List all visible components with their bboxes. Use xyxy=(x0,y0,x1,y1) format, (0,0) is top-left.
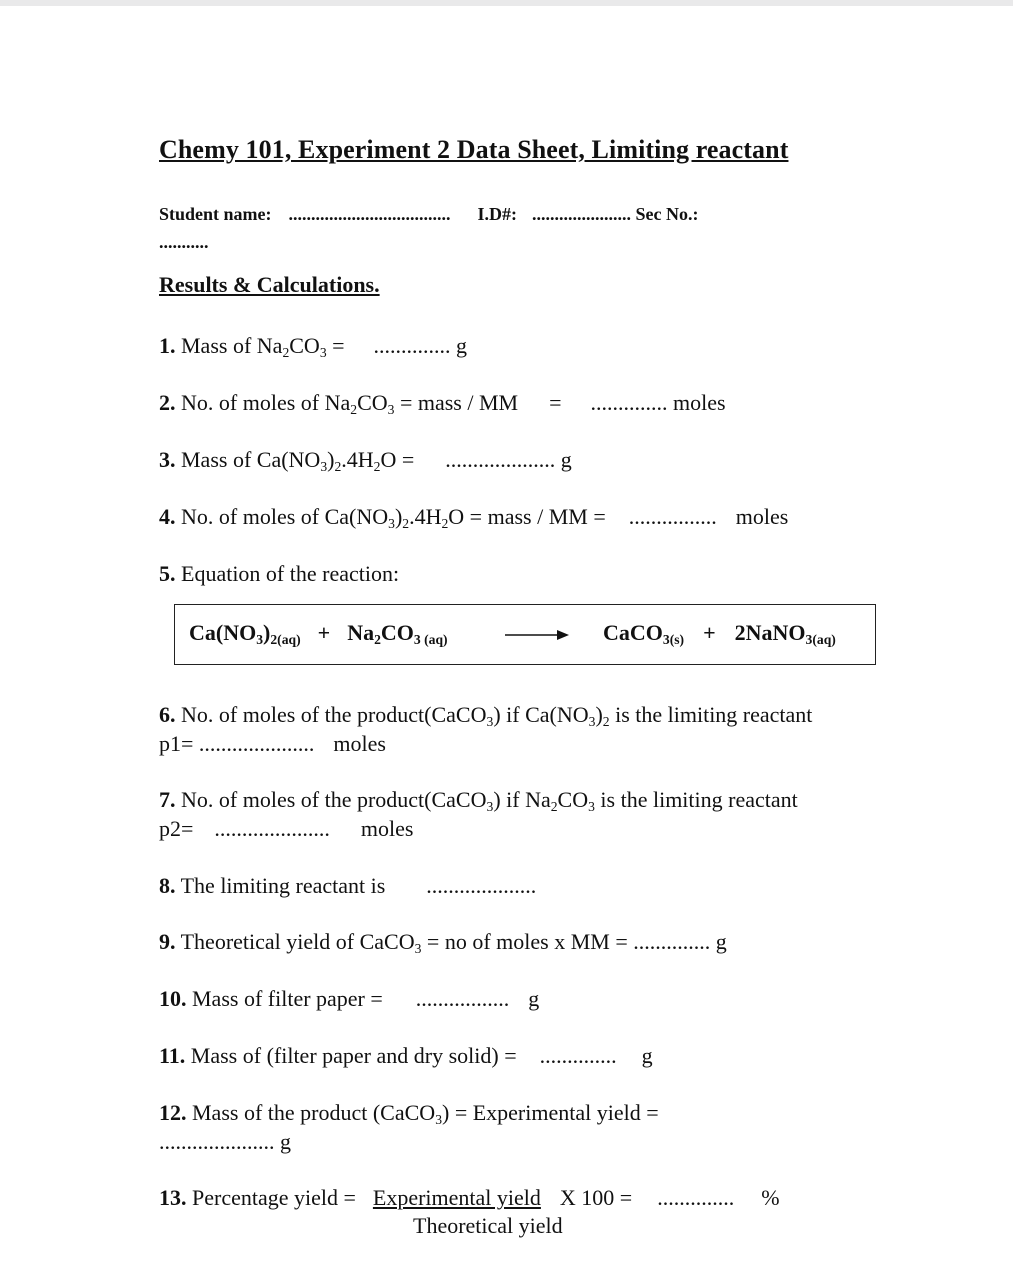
question-number: 13. xyxy=(159,1185,187,1210)
question-7-answer: p2= ..................... moles xyxy=(159,816,414,841)
question-number: 9. xyxy=(159,929,176,954)
answer-field[interactable]: .............. xyxy=(373,333,451,358)
question-5: 5. Equation of the reaction: xyxy=(159,561,400,586)
student-name-field[interactable]: .................................... xyxy=(288,204,451,224)
question-13: 13. Percentage yield = Experimental yield X 100 = .............. % xyxy=(159,1185,780,1210)
page-title: Chemy 101, Experiment 2 Data Sheet, Limiting reactant xyxy=(159,135,789,164)
question-number: 1. xyxy=(159,333,176,358)
question-6: 6. No. of moles of the product(CaCO$_3$) if $Ca(NO_3)_2$ is the limiting reactant xyxy=(159,702,813,730)
question-7: 7. No. of moles of the product(CaCO$_3$) if $Na_2CO_3$ is the limiting reactant xyxy=(159,787,798,815)
answer-field[interactable]: .............. xyxy=(657,1185,735,1210)
top-edge-bar xyxy=(0,0,1013,6)
question-number: 4. xyxy=(159,504,176,529)
unit: g xyxy=(641,1043,653,1068)
equation-box xyxy=(174,604,876,665)
unit: g xyxy=(280,1129,291,1154)
question-number: 5. xyxy=(159,561,176,586)
question-number: 12. xyxy=(159,1100,187,1125)
question-number: 8. xyxy=(159,873,176,898)
unit: moles xyxy=(673,390,726,415)
unit: g xyxy=(560,447,572,472)
unit: moles xyxy=(333,731,386,756)
question-number: 11. xyxy=(159,1043,186,1068)
products: CaCO$_{3(s)}$ + 2NaNO$_{3(aq)}$ xyxy=(603,620,836,648)
answer-field[interactable]: ................ xyxy=(628,504,717,529)
question-number: 2. xyxy=(159,390,176,415)
answer-field[interactable]: .................... xyxy=(445,447,556,472)
section-heading: Results & Calculations. xyxy=(159,272,380,297)
question-3: 3. Mass of $Ca(NO_3)_2.4H_2O$ = .................... g xyxy=(159,447,572,475)
student-name-label: Student name: xyxy=(159,204,272,224)
question-9: 9. Theoretical yield of CaCO$_3$ = no of moles x MM = .............. g xyxy=(159,929,727,957)
question-10: 10. Mass of filter paper = ................. g xyxy=(159,986,540,1011)
answer-field[interactable]: .............. xyxy=(539,1043,617,1068)
answer-field[interactable]: .............. xyxy=(590,390,668,415)
question-number: 7. xyxy=(159,787,176,812)
question-12-answer xyxy=(159,1128,291,1156)
id-field[interactable]: ...................... xyxy=(532,204,632,224)
question-2: 2. No. of moles of $Na_2CO_3$ = mass / MM = .............. moles xyxy=(159,390,726,418)
unit: g xyxy=(456,333,468,358)
fraction-denominator: Theoretical yield xyxy=(413,1213,563,1238)
unit: moles xyxy=(360,816,414,841)
answer-field[interactable]: .................... xyxy=(426,873,537,898)
question-8: 8. The limiting reactant is .................... xyxy=(159,873,537,898)
answer-field[interactable]: ..................... xyxy=(198,731,315,756)
answer-field[interactable]: ..................... xyxy=(159,1129,275,1154)
question-number: 3. xyxy=(159,447,176,472)
question-number: 10. xyxy=(159,986,187,1011)
student-info-row xyxy=(159,200,699,228)
sec-field[interactable]: ........... xyxy=(159,232,209,252)
unit: moles xyxy=(735,504,789,529)
question-12: 12. Mass of the product (CaCO$_3$) = Experimental yield = xyxy=(159,1100,659,1128)
question-4: 4. No. of moles of $Ca(NO_3)_2.4H_2O$ = mass / MM = ................ moles xyxy=(159,504,789,532)
question-1: 1. Mass of $Na_2CO_3$ = .............. g xyxy=(159,333,468,361)
fraction-numerator: Experimental yield xyxy=(372,1185,541,1210)
unit: % xyxy=(761,1185,780,1210)
answer-field[interactable]: .............. xyxy=(633,929,711,954)
answer-field[interactable]: ..................... xyxy=(214,816,330,841)
question-number: 6. xyxy=(159,702,176,727)
unit: g xyxy=(528,986,540,1011)
id-label: I.D#: xyxy=(477,204,518,224)
sec-label: Sec No.: xyxy=(635,204,699,224)
unit: g xyxy=(715,929,727,954)
reactants: $Ca(NO_3)_{2(aq)} + Na_2CO_{3 (aq)}$ xyxy=(189,620,448,648)
question-11: 11. Mass of (filter paper and dry solid) = .............. g xyxy=(159,1043,653,1068)
reaction-arrow-icon xyxy=(505,629,569,641)
answer-field[interactable]: ................. xyxy=(415,986,510,1011)
question-6-answer: p1= ..................... moles xyxy=(159,731,386,756)
